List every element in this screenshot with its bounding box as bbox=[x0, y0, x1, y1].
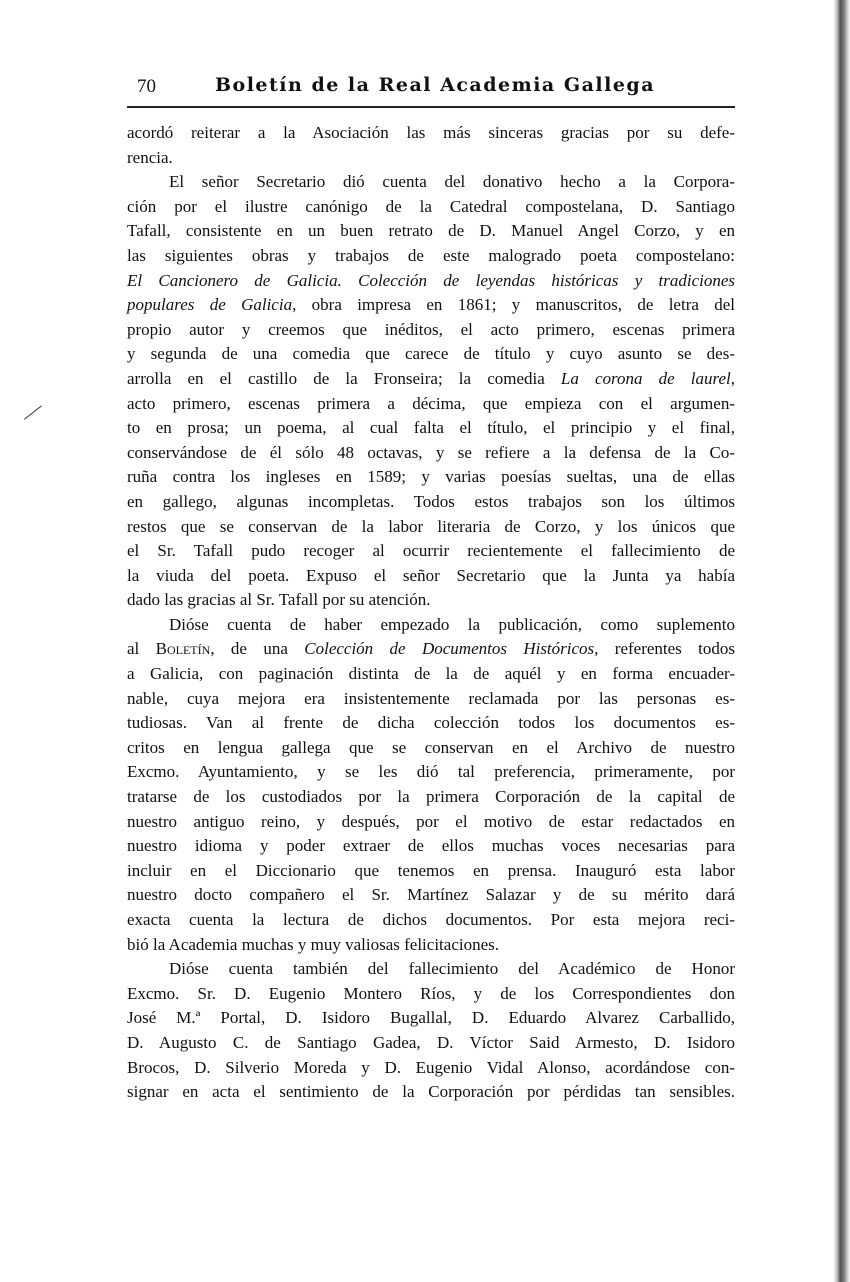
text-segment: arrolla en el castillo de la Fronseira; la comedia bbox=[127, 368, 561, 388]
text-line: José M.ª Portal, D. Isidoro Bugallal, D. Eduardo Alvarez Carballido, bbox=[127, 1008, 735, 1028]
text-segment: , bbox=[730, 368, 735, 388]
text-line bbox=[127, 367, 735, 392]
text-line: ruña contra los ingleses en 1589; y varias poesías sueltas, una de ellas bbox=[127, 467, 735, 487]
text-line: Dióse cuenta de haber empezado la publicación, como suplemento bbox=[169, 614, 735, 634]
text-line: las siguientes obras y trabajos de este malogrado poeta compostelano: bbox=[127, 245, 735, 265]
paragraph bbox=[127, 121, 735, 170]
text-line: Tafall, consistente en un buen retrato de D. Manuel Angel Corzo, y en bbox=[127, 221, 735, 241]
text-line: la viuda del poeta. Expuso el señor Secretario que la Junta ya había bbox=[127, 565, 735, 585]
text-line: to en prosa; un poema, al cual falta el título, el principio y el final, bbox=[127, 418, 735, 438]
paragraph bbox=[127, 957, 735, 1105]
scan-edge bbox=[826, 0, 850, 1282]
text-line: a Galicia, con paginación distinta de la de aquél y en forma encuader- bbox=[127, 664, 735, 684]
text-line: exacta cuenta la lectura de dichos documentos. Por esta mejora reci- bbox=[127, 910, 735, 929]
text-line: y segunda de una comedia que carece de título y cuyo asunto se des- bbox=[127, 344, 735, 364]
header-rule bbox=[127, 106, 735, 108]
body-text bbox=[127, 121, 735, 1105]
text-line: ción por el ilustre canónigo de la Catedral compostelana, D. Santiago bbox=[127, 196, 735, 216]
text-line: El señor Secretario dió cuenta del donativo hecho a la Corpora- bbox=[169, 172, 735, 192]
text-line: critos en lengua gallega que se conservan en el Archivo de nuestro bbox=[127, 737, 735, 757]
text-segment: al bbox=[127, 639, 156, 659]
margin-mark bbox=[24, 405, 42, 419]
text-line: nuestro antiguo reino, y después, por el motivo de estar redactados en bbox=[127, 811, 735, 831]
paragraph bbox=[127, 613, 735, 957]
italic-title: populares de Galicia bbox=[127, 295, 293, 315]
text-line: propio autor y creemos que inéditos, el acto primero, escenas primera bbox=[127, 319, 735, 339]
running-title: Boletín de la Real Academia Gallega bbox=[214, 74, 655, 96]
text-line bbox=[127, 293, 735, 318]
text-line: signar en acta el sentimiento de la Corporación por pérdidas tan sensibles. bbox=[127, 1082, 735, 1102]
text-line: incluir en el Diccionario que tenemos en prensa. Inauguró esta labor bbox=[127, 860, 735, 880]
text-segment: , obra impresa en 1861; y manuscritos, de letra del bbox=[292, 295, 735, 315]
text-line: Brocos, D. Silverio Moreda y D. Eugenio Vidal Alonso, acordándose con- bbox=[127, 1057, 735, 1077]
text-line: tratarse de los custodiados por la primera Corporación de la capital de bbox=[127, 787, 735, 807]
text-line: rencia. bbox=[127, 147, 173, 167]
text-line bbox=[127, 269, 735, 294]
text-segment: , referentes todos bbox=[594, 639, 736, 659]
text-line: nuestro docto compañero el Sr. Martínez Salazar y de su mérito dará bbox=[127, 885, 735, 905]
text-line: Dióse cuenta también del fallecimiento del Académico de Honor bbox=[169, 959, 735, 979]
text-line: acto primero, escenas primera a décima, que empieza con el argumen- bbox=[127, 393, 735, 413]
text-line: restos que se conservan de la labor literaria de Corzo, y los únicos que bbox=[127, 516, 735, 536]
text-line: bió la Academia muchas y muy valiosas felicitaciones. bbox=[127, 934, 499, 954]
italic-title: El Cancionero de Galicia. Colección de leyendas históricas y tradiciones bbox=[127, 270, 735, 290]
text-line: Excmo. Ayuntamiento, y se les dió tal preferencia, primeramente, por bbox=[127, 762, 735, 782]
text-line: conservándose de él sólo 48 octavas, y se refiere a la defensa de la Co- bbox=[127, 442, 735, 462]
text-line: en gallego, algunas incompletas. Todos estos trabajos son los últimos bbox=[127, 491, 735, 511]
text-line: Excmo. Sr. D. Eugenio Montero Ríos, y de los Correspondientes don bbox=[127, 983, 735, 1003]
italic-title: Colección de Documentos Históricos bbox=[304, 639, 595, 659]
text-line: nable, cuya mejora era insistentemente reclamada por las personas es- bbox=[127, 688, 735, 708]
page-number: 70 bbox=[137, 76, 156, 97]
text-line: acordó reiterar a la Asociación las más sinceras gracias por su defe- bbox=[127, 123, 735, 142]
text-line: el Sr. Tafall pudo recoger al ocurrir recientemente el fallecimiento de bbox=[127, 541, 735, 561]
text-line: D. Augusto C. de Santiago Gadea, D. Víctor Said Armesto, D. Isidoro bbox=[127, 1032, 735, 1052]
text-line bbox=[127, 637, 735, 662]
small-caps-text: Boletín bbox=[155, 639, 211, 659]
text-line: nuestro idioma y poder extraer de ellos muchas voces necesarias para bbox=[127, 836, 735, 856]
text-line: tudiosas. Van al frente de dicha colección todos los documentos es- bbox=[127, 713, 735, 733]
italic-title: La corona de laurel bbox=[560, 368, 731, 388]
text-segment: , de una bbox=[210, 639, 305, 659]
paragraph bbox=[127, 170, 735, 613]
text-line: dado las gracias al Sr. Tafall por su atención. bbox=[127, 590, 431, 610]
